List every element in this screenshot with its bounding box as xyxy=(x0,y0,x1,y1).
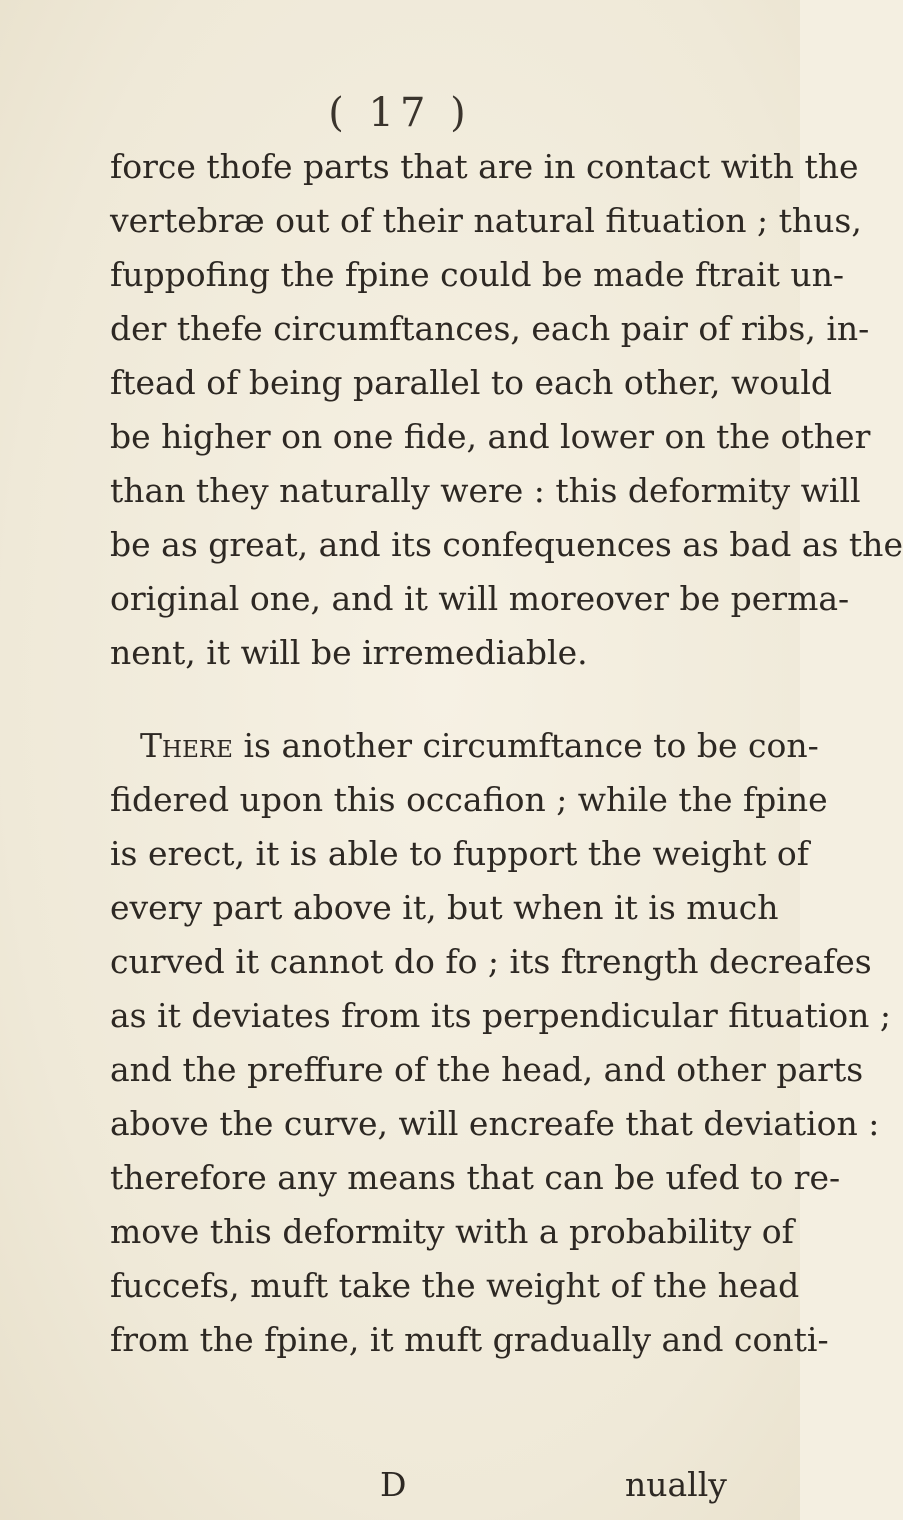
catchword: nually xyxy=(625,1465,727,1504)
text-line: every part above it, but when it is much xyxy=(110,888,779,927)
text-line: fidered upon this occafion ; while the fpine xyxy=(110,780,828,819)
text-line: than they naturally were : this deformity will xyxy=(110,471,861,510)
text-line: from the fpine, it muft gradually and conti- xyxy=(110,1320,829,1359)
text-line: ftead of being parallel to each other, would xyxy=(110,363,833,402)
text-line: fuppofing the fpine could be made ftrait un- xyxy=(110,255,845,294)
text-line: curved it cannot do fo ; its ftrength decreafes xyxy=(110,942,872,981)
text-line: vertebræ out of their natural fituation ; thus, xyxy=(110,201,862,240)
drop-word: There xyxy=(140,726,233,765)
text-line: fuccefs, muft take the weight of the head xyxy=(110,1266,800,1305)
text-line: der thefe circumftances, each pair of ribs, in- xyxy=(110,309,870,348)
text-line: therefore any means that can be ufed to re- xyxy=(110,1158,841,1197)
text-line: is erect, it is able to fupport the weight of xyxy=(110,834,809,873)
text-line: be as great, and its confequences as bad as the xyxy=(110,525,903,564)
text-line: and the preffure of the head, and other parts xyxy=(110,1050,864,1089)
text-line: be higher on one fide, and lower on the other xyxy=(110,417,871,456)
signature-mark: D xyxy=(380,1465,407,1504)
text-line: as it deviates from its perpendicular fituation ; xyxy=(110,996,892,1035)
text-line: force thofe parts that are in contact with the xyxy=(110,147,859,186)
text-line-rest: is another circumftance to be con- xyxy=(232,726,819,765)
text-line: nent, it will be irremediable. xyxy=(110,633,588,672)
text-line: original one, and it will moreover be perma- xyxy=(110,579,850,618)
paragraph-opening-line xyxy=(140,726,819,766)
page-number: ( 17 ) xyxy=(328,90,472,136)
text-line: move this deformity with a probability of xyxy=(110,1212,794,1251)
text-line: above the curve, will encreafe that deviation : xyxy=(110,1104,880,1143)
